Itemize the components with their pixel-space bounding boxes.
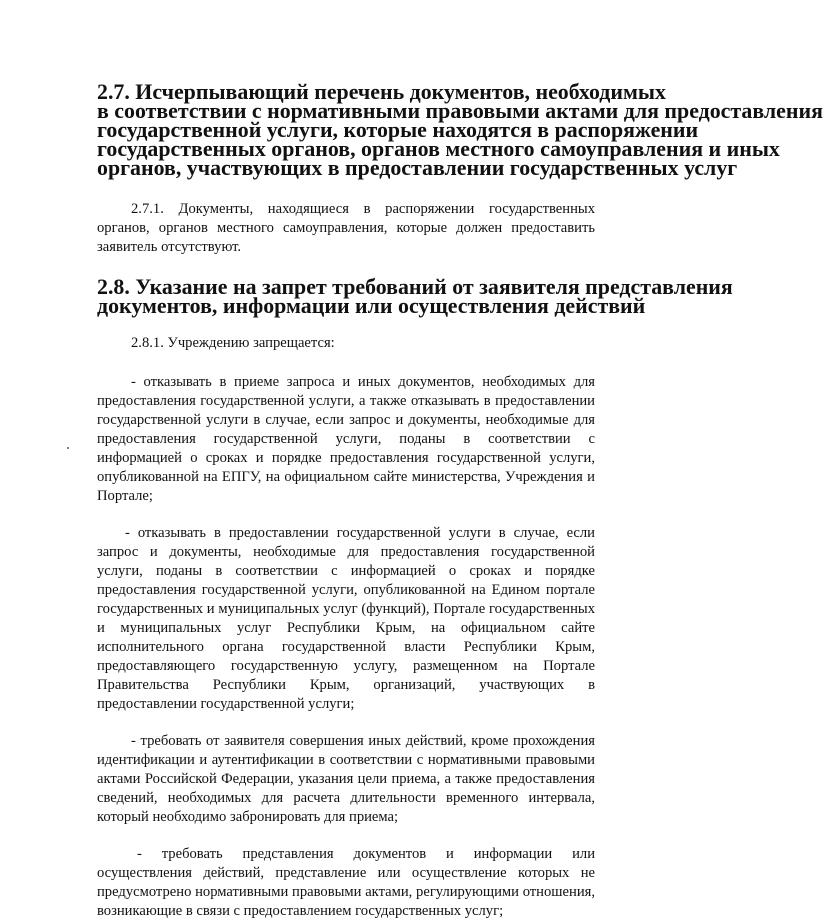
heading-line: 2.8. Указание на запрет требований от заявителя представления (97, 274, 733, 299)
heading-line: документов, информации или осуществления действий (97, 293, 646, 318)
scan-speck (67, 447, 69, 449)
section-2-8-heading (97, 274, 733, 318)
heading-line: органов, участвующих в предоставлении государственных услуг (97, 155, 738, 180)
section-2-7-heading (97, 79, 823, 180)
heading-line: в соответствии с нормативными правовыми актами для предоставления (97, 98, 823, 123)
heading-line: 2.7. Исчерпывающий перечень документов, необходимых (97, 79, 666, 104)
list-item: - требовать от заявителя совершения иных действий, кроме прохождения идентификации и аутентификации в соответствии с нормативными правовыми актами Российской Федерации, указания цели приема, а также предоставления сведений, необходимых для расчета длительности временного интервала, который необходимо забронировать для приема; (97, 733, 595, 825)
list-item: - требовать представления документов и информации или осуществления действий, представление или осуществление которых не предусмотрено нормативными правовыми актами, регулирующими отношения, возникающие в связи с предоставлением государственных услуг; (97, 846, 595, 919)
document-page (97, 79, 823, 921)
heading-line: государственной услуги, которые находятся в распоряжении (97, 117, 699, 142)
list-item: - отказывать в предоставлении государственной услуги в случае, если запрос и документы, необходимые для предоставления государственной услуги, поданы в соответствии с информацией о сроках и порядке предоставления государственной услуги, опубликованной на Едином портале государственных и муниципальных услуг (функций), Портале государственных и муниципальных услуг Республики Крым, на официальном сайте исполнительного органа государственной власти Республики Крым, предоставляющего государственную услугу, размещенном на Портале Правительства Республики Крым, организаций, участвующих в предоставлении государственной услуги; (97, 525, 595, 712)
paragraph-2-8-1: 2.8.1. Учреждению запрещается: (131, 335, 335, 351)
list-item: - отказывать в приеме запроса и иных документов, необходимых для предоставления государственной услуги, а также отказывать в предоставлении государственной услуги в случае, если запрос и документы, необходимые для предоставления государственной услуги, поданы в соответствии с информацией о сроках и порядке предоставления государственной услуги, опубликованной на ЕПГУ, на официальном сайте министерства, Учреждения и Портале; (97, 374, 595, 504)
paragraph-2-7-1: 2.7.1. Документы, находящиеся в распоряжении государственных органов, органов местного самоуправления, которые должен предоставить заявитель отсутствуют. (97, 201, 595, 255)
heading-line: государственных органов, органов местного самоуправления и иных (97, 136, 780, 161)
